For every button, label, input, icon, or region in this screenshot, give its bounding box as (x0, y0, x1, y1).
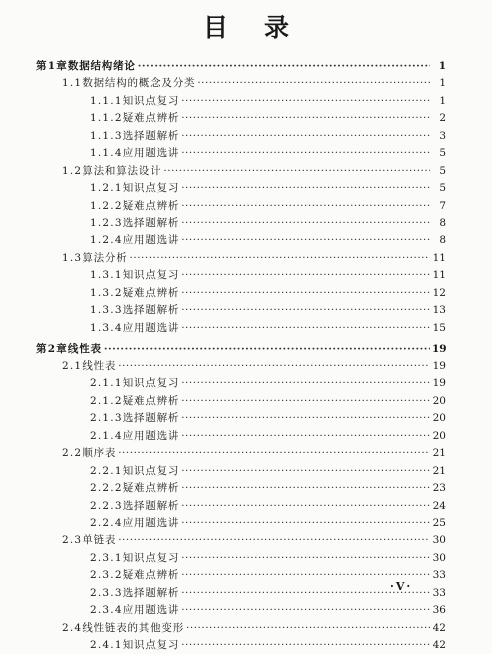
toc-entry-number: 2.1 (62, 360, 83, 373)
toc-subsection-entry[interactable] (36, 128, 446, 145)
toc-page-number: 1 (438, 60, 446, 72)
toc-entry-title: 选择题解析 (122, 304, 180, 317)
toc-subsection-entry[interactable] (36, 285, 446, 302)
toc-entry-number: 1.3.3 (90, 304, 123, 317)
toc-page-number: 5 (439, 182, 446, 195)
toc-page-number: 33 (432, 569, 446, 582)
toc-page-number: 5 (439, 147, 446, 160)
toc-page-number: 11 (432, 269, 446, 282)
toc-entry-title: 知识点复习 (122, 551, 180, 564)
toc-subsection-entry[interactable] (36, 302, 446, 319)
toc-chapter-entry[interactable] (36, 341, 446, 358)
toc-entry-number: 1.1 (62, 77, 83, 90)
toc-dot-leader (181, 198, 430, 215)
toc-entry-title: 数据结构的概念及分类 (82, 77, 196, 90)
toc-entry-number: 2.3.3 (90, 586, 123, 599)
toc-dot-leader (163, 163, 430, 180)
toc-entry-title: 应用题选讲 (122, 147, 180, 160)
toc-dot-leader (181, 145, 430, 162)
toc-page-number: 11 (432, 251, 446, 264)
toc-entry-number: 1.1.2 (90, 112, 123, 125)
toc-entry-title: 应用题选讲 (122, 516, 180, 529)
toc-dot-leader (104, 341, 430, 358)
toc-entry-number: 1.1.3 (90, 129, 123, 142)
toc-dot-leader (181, 128, 430, 145)
toc-dot-leader (181, 93, 430, 110)
toc-entry-title: 线性表 (82, 360, 117, 373)
toc-entry-number: 1.1.1 (90, 94, 123, 107)
toc-page-number: 21 (432, 447, 446, 460)
page-number-footer: ·V· (390, 580, 413, 593)
toc-section-entry[interactable] (36, 75, 446, 92)
toc-dot-leader (181, 302, 430, 319)
toc-chapter-entry[interactable] (36, 58, 446, 75)
toc-entry-number: 2.1.3 (90, 412, 123, 425)
toc-dot-leader (181, 285, 430, 302)
toc-dot-leader (181, 498, 430, 515)
toc-dot-leader (181, 180, 430, 197)
toc-dot-leader (197, 75, 430, 92)
toc-entry-title: 知识点复习 (122, 377, 180, 390)
toc-dot-leader (130, 250, 430, 267)
toc-entry-title: 选择题解析 (122, 499, 180, 512)
toc-entry-number: 2.3.4 (90, 604, 123, 617)
toc-entry-number: 1.3.4 (90, 321, 123, 334)
toc-subsection-entry[interactable] (36, 410, 446, 427)
toc-entry-title: 单链表 (82, 534, 117, 547)
toc-subsection-entry[interactable] (36, 145, 446, 162)
page-title (0, 8, 492, 44)
toc-entry-title: 疑难点辨析 (122, 394, 180, 407)
toc-entry-number: 2.3.2 (90, 569, 123, 582)
toc-subsection-entry[interactable] (36, 515, 446, 532)
toc-subsection-entry[interactable] (36, 602, 446, 619)
toc-entry-title: 应用题选讲 (122, 234, 180, 247)
toc-entry-number: 1.3.1 (90, 269, 123, 282)
toc-section-entry[interactable] (36, 163, 446, 180)
toc-dot-leader (181, 428, 430, 445)
toc-entry-title: 知识点复习 (122, 639, 180, 652)
toc-entry-title: 知识点复习 (122, 269, 180, 282)
toc-entry-number: 1.2 (62, 164, 83, 177)
toc-dot-leader (181, 215, 430, 232)
toc-entry-title: 应用题选讲 (122, 604, 180, 617)
toc-subsection-entry[interactable] (36, 110, 446, 127)
toc-entry-number: 1.2.2 (90, 199, 123, 212)
toc-entry-number: 2.2.3 (90, 499, 123, 512)
toc-entry-title: 疑难点辨析 (122, 569, 180, 582)
toc-entry-number: 2.3 (62, 534, 83, 547)
toc-page-number: 19 (432, 377, 446, 390)
toc-subsection-entry[interactable] (36, 637, 446, 654)
toc-entry-title: 线性链表的其他变形 (82, 621, 185, 634)
toc-page-number: 7 (439, 199, 446, 212)
toc-page-number: 8 (439, 216, 446, 229)
toc-entry-number: 第2章 (36, 342, 68, 355)
toc-entry-title: 选择题解析 (122, 412, 180, 425)
toc-subsection-entry[interactable] (36, 498, 446, 515)
toc-entry-title: 疑难点辨析 (122, 482, 180, 495)
toc-entry-title: 应用题选讲 (122, 429, 180, 442)
toc-page-number: 20 (432, 429, 446, 442)
toc-page-number: 21 (432, 464, 446, 477)
toc-page-number: 20 (432, 412, 446, 425)
toc-subsection-entry[interactable] (36, 320, 446, 337)
toc-entry-number: 第1章 (36, 60, 68, 72)
title-char-1: 目 (202, 13, 228, 42)
toc-page-number: 12 (432, 286, 446, 299)
toc-subsection-entry[interactable] (36, 375, 446, 392)
toc-dot-leader (181, 480, 430, 497)
toc-section-entry[interactable] (36, 620, 446, 637)
toc-page-number: 19 (432, 360, 446, 373)
toc-entry-number: 1.2.1 (90, 182, 123, 195)
toc-dot-leader (181, 515, 430, 532)
toc-page-number: 1 (439, 94, 446, 107)
toc-page-number: 15 (432, 321, 446, 334)
toc-subsection-entry[interactable] (36, 215, 446, 232)
toc-dot-leader (181, 267, 430, 284)
toc-section-entry[interactable] (36, 358, 446, 375)
toc-entry-number: 1.3.2 (90, 286, 123, 299)
toc-page-number: 30 (432, 534, 446, 547)
toc-dot-leader (118, 358, 430, 375)
toc-page-number: 33 (432, 586, 446, 599)
toc-section-entry[interactable] (36, 445, 446, 462)
toc-page-number: 13 (432, 304, 446, 317)
toc-dot-leader (181, 393, 430, 410)
toc-entry-number: 2.1.1 (90, 377, 123, 390)
toc-dot-leader (118, 445, 430, 462)
toc-entry-title: 算法和算法设计 (82, 164, 162, 177)
toc-entry-number: 2.2 (62, 447, 83, 460)
toc-entry-number: 2.2.4 (90, 516, 123, 529)
toc-subsection-entry[interactable] (36, 393, 446, 410)
toc-subsection-entry[interactable] (36, 232, 446, 249)
toc-entry-number: 2.2.2 (90, 482, 123, 495)
toc-entry-title: 线性表 (67, 342, 102, 355)
toc-page-number: 5 (439, 164, 446, 177)
toc-subsection-entry[interactable] (36, 198, 446, 215)
toc-page-number: 42 (432, 621, 446, 634)
toc-dot-leader (181, 320, 430, 337)
toc-subsection-entry[interactable] (36, 180, 446, 197)
toc-entry-number: 2.3.1 (90, 551, 123, 564)
toc-dot-leader (181, 463, 430, 480)
toc-dot-leader (181, 410, 430, 427)
toc-page-number: 20 (432, 394, 446, 407)
toc-page-number: 24 (432, 499, 446, 512)
toc-entry-number: 1.2.3 (90, 216, 123, 229)
toc-entry-number: 2.1.2 (90, 394, 123, 407)
toc-dot-leader (181, 602, 430, 619)
toc-section-entry[interactable] (36, 532, 446, 549)
toc-section-entry[interactable] (36, 250, 446, 267)
toc-entry-title: 选择题解析 (122, 129, 180, 142)
title-char-2: 录 (264, 13, 290, 42)
toc-entry-title: 疑难点辨析 (122, 112, 180, 125)
toc-dot-leader (138, 58, 430, 75)
toc-page-number: 36 (432, 604, 446, 617)
toc-dot-leader (118, 532, 430, 549)
toc-entry-title: 应用题选讲 (122, 321, 180, 334)
toc-subsection-entry[interactable] (36, 567, 446, 584)
toc-subsection-entry[interactable] (36, 585, 446, 602)
toc-dot-leader (181, 232, 430, 249)
table-of-contents (36, 58, 446, 654)
toc-page-number: 42 (432, 639, 446, 652)
toc-entry-title: 知识点复习 (122, 182, 180, 195)
toc-entry-title: 疑难点辨析 (122, 286, 180, 299)
toc-page-number: 3 (439, 129, 446, 142)
toc-dot-leader (181, 637, 430, 654)
toc-entry-number: 1.2.4 (90, 234, 123, 247)
toc-entry-title: 知识点复习 (122, 464, 180, 477)
toc-dot-leader (181, 110, 430, 127)
toc-entry-title: 算法分析 (82, 251, 128, 264)
toc-entry-title: 知识点复习 (122, 94, 180, 107)
toc-page-number: 25 (432, 516, 446, 529)
toc-subsection-entry[interactable] (36, 267, 446, 284)
toc-entry-number: 2.1.4 (90, 429, 123, 442)
toc-entry-number: 2.4.1 (90, 639, 123, 652)
toc-entry-number: 1.3 (62, 251, 83, 264)
toc-entry-title: 选择题解析 (122, 586, 180, 599)
toc-dot-leader (186, 620, 430, 637)
toc-subsection-entry[interactable] (36, 93, 446, 110)
toc-entry-number: 2.2.1 (90, 464, 123, 477)
toc-subsection-entry[interactable] (36, 428, 446, 445)
toc-page-number: 30 (432, 551, 446, 564)
toc-subsection-entry[interactable] (36, 480, 446, 497)
toc-dot-leader (181, 375, 430, 392)
toc-entry-title: 疑难点辨析 (122, 199, 180, 212)
toc-page-number: 8 (439, 234, 446, 247)
toc-entry-number: 2.4 (62, 621, 83, 634)
toc-page-number: 1 (439, 77, 446, 90)
toc-page-number: 19 (432, 342, 447, 355)
toc-page-number: 23 (432, 482, 446, 495)
toc-subsection-entry[interactable] (36, 550, 446, 567)
toc-entry-title: 数据结构绪论 (67, 60, 136, 72)
toc-dot-leader (181, 550, 430, 567)
toc-entry-number: 1.1.4 (90, 147, 123, 160)
toc-page-number: 2 (439, 112, 446, 125)
toc-subsection-entry[interactable] (36, 463, 446, 480)
toc-entry-title: 顺序表 (82, 447, 117, 460)
toc-entry-title: 选择题解析 (122, 216, 180, 229)
